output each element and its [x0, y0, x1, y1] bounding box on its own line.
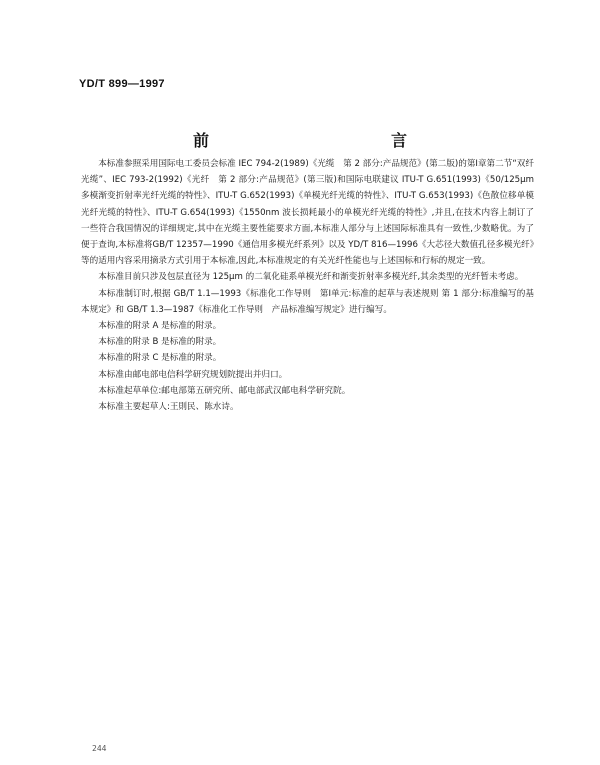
paragraph-drafters: 本标准主要起草人:王則民、陈水诗。: [98, 402, 239, 413]
paragraph-annex-a: 本标准的附录 A 是标准的附录。: [98, 321, 222, 332]
foreword-body: [81, 156, 534, 415]
paragraph-drafting-units: 本标准起草单位:邮电部第五研究所、邮电部武汉邮电科学研究院。: [98, 385, 351, 396]
paragraph-drafting-rules: 本标准制订时,根据 GB/T 1.1—1993《标准化工作导则 第Ⅰ单元:标准的起草与表述规则 第 1 部分:标准编写的基本规定》和 GB/T 1.3—1987《标准化工作导则 产品标准编写规定》进行编写。: [81, 288, 534, 315]
page-number: 244: [92, 744, 107, 753]
page-title: 前 言: [192, 131, 457, 150]
paragraph-annex-b: 本标准的附录 B 是标准的附录。: [98, 337, 222, 348]
paragraph-annex-c: 本标准的附录 C 是标准的附录。: [98, 353, 222, 364]
standard-code: YD/T 899—1997: [79, 78, 165, 90]
paragraph-scope: 本标准目前只涉及包层直径为 125μm 的二氧化硅系单模光纤和渐变折射率多模光纤,其余类型的光纤暂未考虑。: [98, 272, 524, 283]
paragraph-proposer: 本标准由邮电部电信科学研究规划院提出并归口。: [98, 369, 288, 380]
paragraph-references: 本标准参照采用国际电工委员会标准 IEC 794-2(1989)《光缆 第 2 部分:产品规范》(第二版)的第Ⅰ章第二节“双纤光缆”、IEC 793-2(1992)《光纤 第 2 部分:产品规范》(第三版)和国际电联建议 ITU-T G.651(1993)《50/125μm 多模渐变折射率光纤光缆的特性》、ITU-T G.652(1993)《单模光纤光缆的特性》、ITU-T G.653(1993)《色散位移单模光纤光缆的特性》、ITU-T G.654(1993)《1550nm 波长损耗最小的单模光纤光缆的特性》,并且,在技术内容上制订了一些符合我国情况的详细规定,其中在光缆主要性能要求方面,本标准人部分与上述国际标准具有一致性,少数略优。为了便于查询,本标准将GB/T 12357—1990《通信用多模光纤系列》以及 YD/T 816—1996《大芯径大数值孔径多模光纤》等的适用内容采用摘录方式引用于本标准,因此,本标准规定的有关光纤性能也与上述国标和行标的规定一致。: [81, 159, 534, 267]
